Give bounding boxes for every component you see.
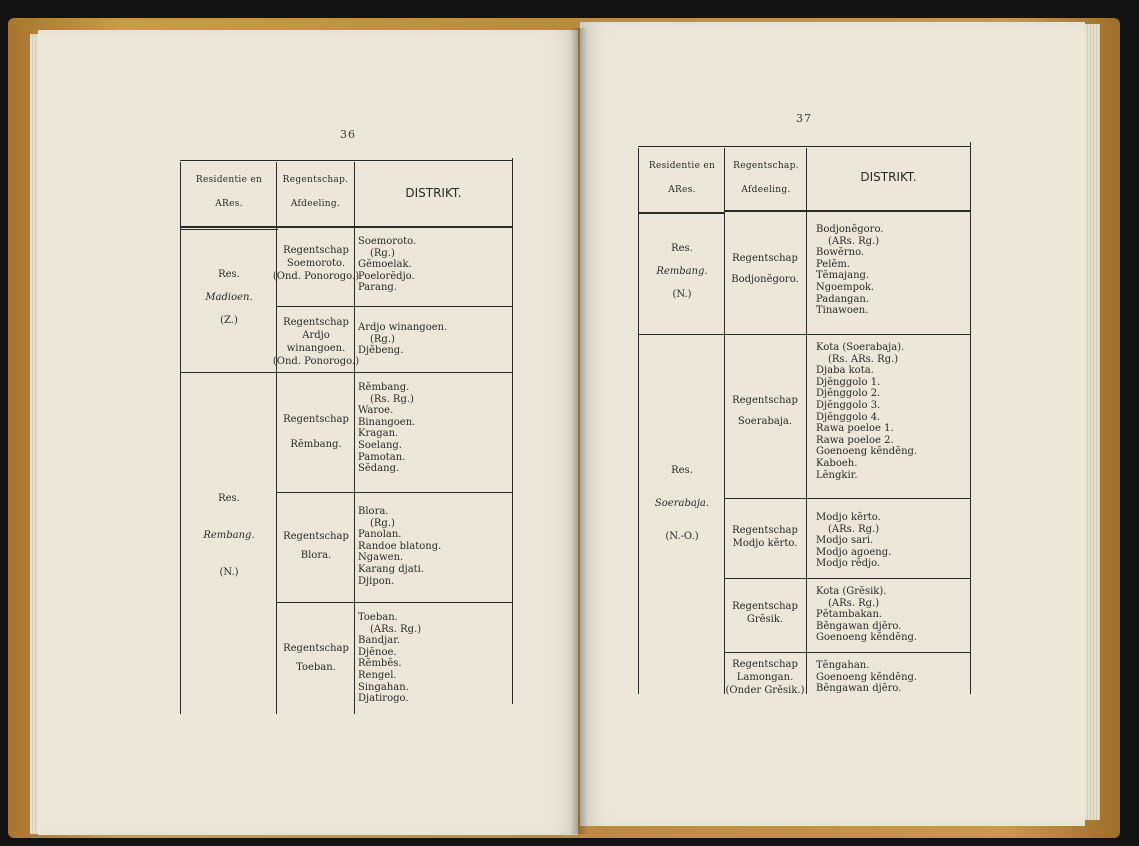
- res-name: Rembang.: [203, 530, 255, 541]
- res-code: (Z.): [220, 315, 238, 326]
- district-table: [580, 22, 1085, 826]
- regency-lamongan: Regentschap Lamongan. (Onder Grĕsik.): [725, 659, 805, 696]
- book-gutter: [570, 28, 588, 834]
- header-distrikt: DISTRIKT.: [860, 170, 917, 184]
- right-page: [580, 22, 1085, 826]
- district-list-gresik: Kota (Grĕsik). (ARs. Rg.) Pĕtambakan. Bĕngawan djĕro. Goenoeng kĕndĕng.: [816, 586, 918, 644]
- res-label: Res.: [218, 269, 240, 280]
- regency-ardjo-winangoen: Regentschap Ardjo winangoen. (Ond. Ponorogo.): [272, 317, 360, 367]
- district-list-lamongan: Tĕngahan. Goenoeng kĕndĕng. Bĕngawan djĕro.: [816, 660, 918, 695]
- district-list-ardjo: Ardjo winangoen. (Rg.) Djĕbeng.: [358, 322, 448, 357]
- header-regentschap: Regentschap. Afdeeling.: [282, 175, 349, 209]
- district-table: [38, 30, 578, 835]
- header-residentie: Residentie en ARes.: [648, 161, 716, 195]
- residency-rembang: Res. Rembang. (N.): [656, 243, 708, 300]
- page-number: 37: [796, 112, 812, 125]
- res-label: Res.: [218, 493, 240, 504]
- residency-soerabaja: Res. Soerabaja. (N.-O.): [654, 465, 710, 542]
- residency-rembang: [181, 492, 277, 579]
- page-number: 36: [340, 128, 356, 141]
- district-list-soerabaja: Kota (Soerabaja). (Rs. ARs. Rg.) Djaba kota. Djĕnggolo 1. Djĕnggolo 2. Djĕnggolo 3. Djĕnggolo 4. Rawa poeloe 1. Rawa poeloe 2. Goenoeng kĕndĕng. Kaboeh. Lĕngkir.: [816, 342, 918, 481]
- left-page: [38, 30, 578, 835]
- res-code: (N.): [219, 567, 239, 578]
- regency-bodjonegoro: Regentschap Bodjonĕgoro.: [731, 253, 799, 285]
- header-distrikt: DISTRIKT.: [405, 186, 462, 200]
- district-list-modjo-kerto: Modjo kĕrto. (ARs. Rg.) Modjo sari. Modjo agoeng. Modjo rĕdjo.: [816, 512, 892, 570]
- district-list-soemoroto: Soemoroto. (Rg.) Gĕmoelak. Poelorĕdjo. Parang.: [358, 236, 417, 294]
- district-list-rembang: Rĕmbang. (Rs. Rg.) Waroe. Binangoen. Kragan. Soelang. Pamotan. Sĕdang.: [358, 382, 416, 475]
- res-name: Madioen.: [205, 292, 253, 303]
- header-residentie: Residentie en ARes.: [195, 175, 263, 209]
- regency-modjo-kerto: Regentschap Modjo kĕrto.: [732, 525, 798, 549]
- regency-rembang: Regentschap Rĕmbang.: [283, 414, 349, 450]
- residency-madioen: [181, 268, 277, 327]
- district-list-toeban: Toeban. (ARs. Rg.) Bandjar. Djĕnoe. Rĕmbĕs. Rengel. Singahan. Djatirogo.: [358, 612, 422, 705]
- regency-toeban: Regentschap Toeban.: [283, 643, 349, 673]
- regency-soerabaja: Regentschap Soerabaja.: [732, 395, 798, 427]
- regency-gresik: Regentschap Grĕsik.: [732, 601, 798, 625]
- regency-blora: Regentschap Blora.: [283, 531, 349, 561]
- header-regentschap: Regentschap. Afdeeling.: [733, 161, 799, 195]
- regency-soemoroto: Regentschap Soemoroto. (Ond. Ponorogo.): [272, 245, 360, 282]
- district-list-blora: Blora. (Rg.) Panolan. Randoe blatong. Ngawen. Karang djati. Djipon.: [358, 506, 442, 587]
- district-list-bodjonegoro: Bodjonĕgoro. (ARs. Rg.) Bowĕrno. Pelĕm. Tĕmajang. Ngoempok. Padangan. Tinawoen.: [816, 224, 884, 317]
